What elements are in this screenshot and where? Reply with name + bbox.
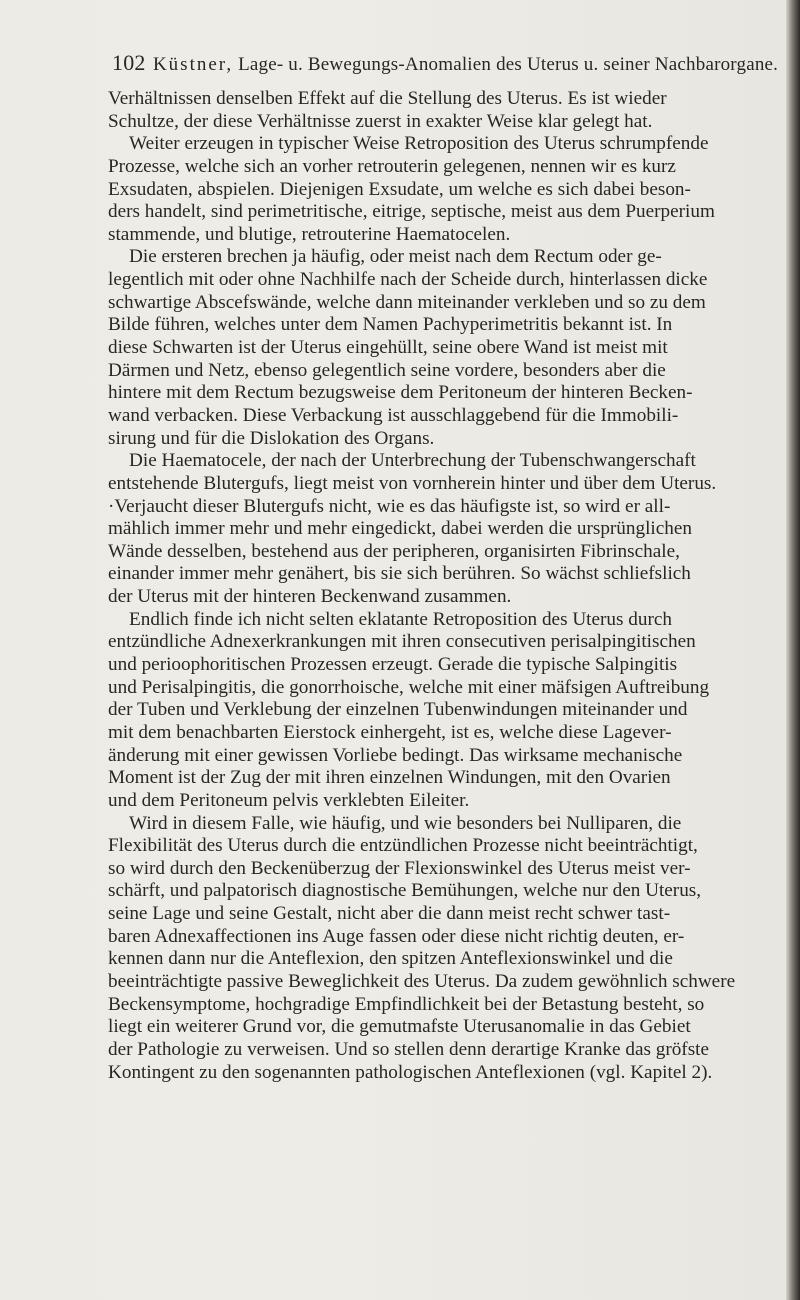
text-line: der Pathologie zu verweisen. Und so stellen denn derartige Kranke das gröfste: [108, 1038, 710, 1060]
text-line: Moment ist der Zug der mit ihren einzelnen Windungen, mit den Ovarien: [108, 767, 671, 789]
text-line: beeinträchtigte passive Beweglichkeit des Uterus. Da zudem gewöhnlich schwere: [108, 970, 736, 992]
text-line: schärft, und palpatorisch diagnostische Bemühungen, welche nur den Uterus,: [108, 880, 702, 902]
text-line: baren Adnexaffectionen ins Auge fassen oder diese nicht richtig deuten, er-: [108, 925, 685, 947]
text-line: kennen dann nur die Anteflexion, den spitzen Anteflexionswinkel und die: [108, 948, 673, 970]
text-line: und Perisalpingitis, die gonorrhoische, welche mit einer mäfsigen Auftreibung: [108, 676, 710, 698]
page-number: 102: [112, 50, 146, 75]
text-line: und dem Peritoneum pelvis verklebten Eileiter.: [108, 789, 470, 811]
text-line: Endlich finde ich nicht selten eklatante Retroposition des Uterus durch: [129, 608, 672, 630]
text-line: der Uterus mit der hinteren Beckenwand zusammen.: [108, 586, 512, 608]
text-line: legentlich mit oder ohne Nachhilfe nach der Scheide durch, hinterlassen dicke: [108, 269, 708, 291]
text-line: mählich immer mehr und mehr eingedickt, dabei werden die ursprünglichen: [108, 518, 692, 540]
text-line: Flexibilität des Uterus durch die entzündlichen Prozesse nicht beeinträchtigt,: [108, 835, 698, 857]
text-line: hintere mit dem Rectum bezugsweise dem Peritoneum der hinteren Becken-: [108, 382, 693, 404]
text-line: änderung mit einer gewissen Vorliebe bedingt. Das wirksame mechanische: [108, 744, 683, 766]
text-line: entstehende Blutergufs, liegt meist von vornherein hinter und über dem Uterus.: [108, 472, 717, 494]
text-line: schwartige Abscefswände, welche dann miteinander verkleben und so zu dem: [108, 291, 706, 313]
text-line: mit dem benachbarten Eierstock einhergeht, ist es, welche diese Lagever-: [108, 721, 672, 743]
header-author: Küstner,: [152, 54, 234, 75]
running-title: [153, 54, 778, 76]
text-line: liegt ein weiterer Grund vor, die gemutmafste Uterusanomalie in das Gebiet: [108, 1016, 691, 1038]
text-line: entzündliche Adnexerkrankungen mit ihren consecutiven perisalpingitischen: [108, 631, 696, 653]
body-text: [108, 88, 792, 1084]
text-line: einander immer mehr genähert, bis sie sich berühren. So wächst schliefslich: [108, 563, 691, 585]
text-line: Beckensymptome, hochgradige Empfindlichkeit bei der Betastung besteht, so: [108, 993, 705, 1015]
text-line: Schultze, der diese Verhältnisse zuerst in exakter Weise klar gelegt hat.: [108, 110, 653, 132]
text-line: wand verbacken. Diese Verbackung ist ausschlaggebend für die Immobili-: [108, 404, 679, 426]
text-line: Die Haematocele, der nach der Unterbrechung der Tubenschwangerschaft: [129, 450, 696, 472]
text-line: diese Schwarten ist der Uterus eingehüllt, seine obere Wand ist meist mit: [108, 337, 668, 359]
text-line: stammende, und blutige, retrouterine Haematocelen.: [108, 223, 511, 245]
text-line: Exsudaten, abspielen. Diejenigen Exsudate, um welche es sich dabei beson-: [108, 178, 691, 200]
page-edge-shadow: [786, 0, 800, 1300]
text-line: Weiter erzeugen in typischer Weise Retroposition des Uterus schrumpfende: [129, 133, 709, 155]
text-line: Verhältnissen denselben Effekt auf die Stellung des Uterus. Es ist wieder: [108, 88, 667, 109]
text-line: Die ersteren brechen ja häufig, oder meist nach dem Rectum oder ge-: [129, 246, 662, 268]
text-line: so wird durch den Beckenüberzug der Flexionswinkel des Uterus meist ver-: [108, 857, 691, 879]
text-line: Därmen und Netz, ebenso gelegentlich seine vordere, besonders aber die: [108, 359, 666, 381]
text-line: ders handelt, sind perimetritische, eitrige, septische, meist aus dem Puerperium: [108, 201, 715, 223]
text-line: Wände desselben, bestehend aus der peripheren, organisirten Fibrinschale,: [108, 540, 680, 562]
text-line: Bilde führen, welches unter dem Namen Pachyperimetritis bekannt ist. In: [108, 314, 673, 336]
header-title: Lage- u. Bewegungs-Anomalien des Uterus u. seiner Nachbarorgane.: [238, 54, 779, 75]
running-header: [112, 50, 779, 80]
text-line: der Tuben und Verklebung der einzelnen Tubenwindungen miteinander und: [108, 699, 688, 721]
text-line: Kontingent zu den sogenannten pathologischen Anteflexionen (vgl. Kapitel 2).: [108, 1061, 713, 1083]
text-line: und perioophoritischen Prozessen erzeugt. Gerade die typische Salpingitis: [108, 654, 678, 676]
text-line: seine Lage und seine Gestalt, nicht aber die dann meist recht schwer tast-: [108, 903, 671, 925]
text-line: Wird in diesem Falle, wie häufig, und wie besonders bei Nulliparen, die: [129, 812, 682, 834]
text-line: ·Verjaucht dieser Blutergufs nicht, wie es das häufigste ist, so wird er all-: [108, 495, 671, 517]
text-line: Prozesse, welche sich an vorher retrouterin gelegenen, nennen wir es kurz: [108, 155, 676, 177]
text-line: sirung und für die Dislokation des Organs.: [108, 427, 435, 449]
